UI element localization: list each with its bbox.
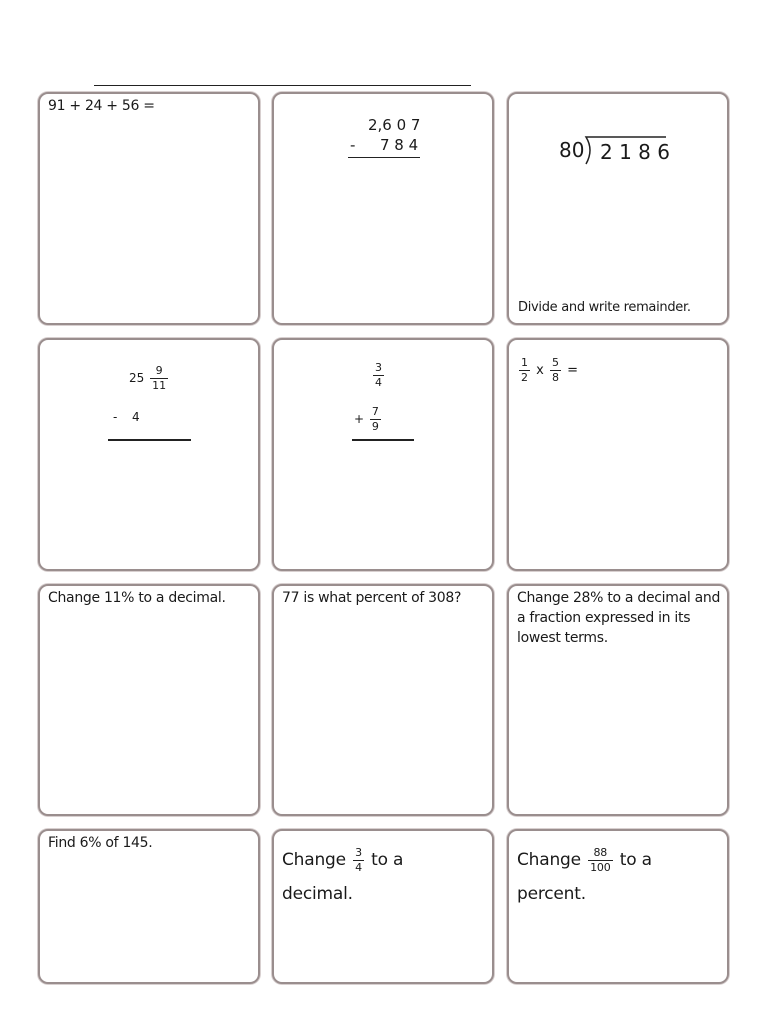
whole-number: 25 [129, 371, 145, 385]
fraction-2 [370, 406, 381, 433]
subtrahend: 4 [132, 410, 140, 424]
numerator: 5 [551, 356, 559, 369]
subtrahend: 7 8 4 [380, 136, 419, 154]
prompt-tail: to a [371, 850, 404, 870]
problem-card-percent-fraction [507, 584, 729, 816]
numerator: 7 [371, 405, 379, 418]
fraction [353, 847, 364, 874]
instruction-text: Divide and write remainder. [518, 300, 691, 315]
numerator: 88 [593, 845, 608, 859]
minuend: 2,6 0 7 [368, 116, 421, 134]
problem-card-fraction-to-decimal [272, 829, 494, 984]
problem-card-fraction-multiply [507, 338, 729, 571]
prompt-line-2: percent. [517, 884, 586, 904]
denominator: 9 [371, 420, 379, 433]
problem-card-fraction-addition [272, 338, 494, 571]
fraction-2 [550, 357, 561, 384]
prompt-lead: Change [517, 850, 581, 870]
problem-text: Change 28% to a decimal and a fraction expressed in its lowest terms. [517, 590, 721, 646]
problem-card-subtraction [272, 92, 494, 325]
denominator: 4 [375, 376, 382, 389]
answer-rule [352, 439, 414, 441]
minus-sign: - [350, 136, 356, 154]
problem-text: Find 6% of 145. [48, 835, 153, 851]
problem-text: 91 + 24 + 56 = [48, 98, 155, 114]
denominator: 100 [590, 860, 611, 874]
fraction-1 [373, 362, 384, 389]
prompt-lead: Change [282, 850, 346, 870]
problem-card-percent-of [272, 584, 494, 816]
fraction-1 [519, 357, 530, 384]
numerator: 3 [355, 845, 362, 859]
numerator: 1 [521, 356, 528, 369]
problem-text: Change 11% to a decimal. [48, 590, 226, 606]
denominator: 11 [152, 379, 167, 392]
dividend: 2 1 8 6 [600, 140, 670, 164]
denominator: 2 [521, 371, 528, 384]
numerator: 3 [375, 361, 382, 374]
problem-card-addition [38, 92, 260, 325]
divisor: 80 [559, 138, 585, 162]
name-line[interactable] [94, 85, 471, 86]
denominator: 4 [355, 860, 362, 874]
problem-card-fraction-to-percent [507, 829, 729, 984]
fraction [588, 847, 612, 874]
plus-sign: + [354, 412, 365, 426]
problem-card-percent-decimal [38, 584, 260, 816]
problem-text: 77 is what percent of 308? [282, 590, 462, 606]
problem-card-long-division [507, 92, 729, 325]
numerator: 9 [155, 364, 163, 377]
answer-rule [108, 439, 191, 441]
minus-sign: - [113, 410, 118, 424]
equals-sign: = [567, 363, 579, 378]
answer-rule [348, 157, 420, 158]
prompt-tail: to a [619, 850, 652, 870]
problem-card-percent-of-number [38, 829, 260, 984]
prompt-line-2: decimal. [282, 884, 353, 904]
problem-card-mixed-subtraction [38, 338, 260, 571]
fraction [150, 365, 168, 392]
times-sign: x [536, 363, 544, 378]
denominator: 8 [551, 371, 559, 384]
